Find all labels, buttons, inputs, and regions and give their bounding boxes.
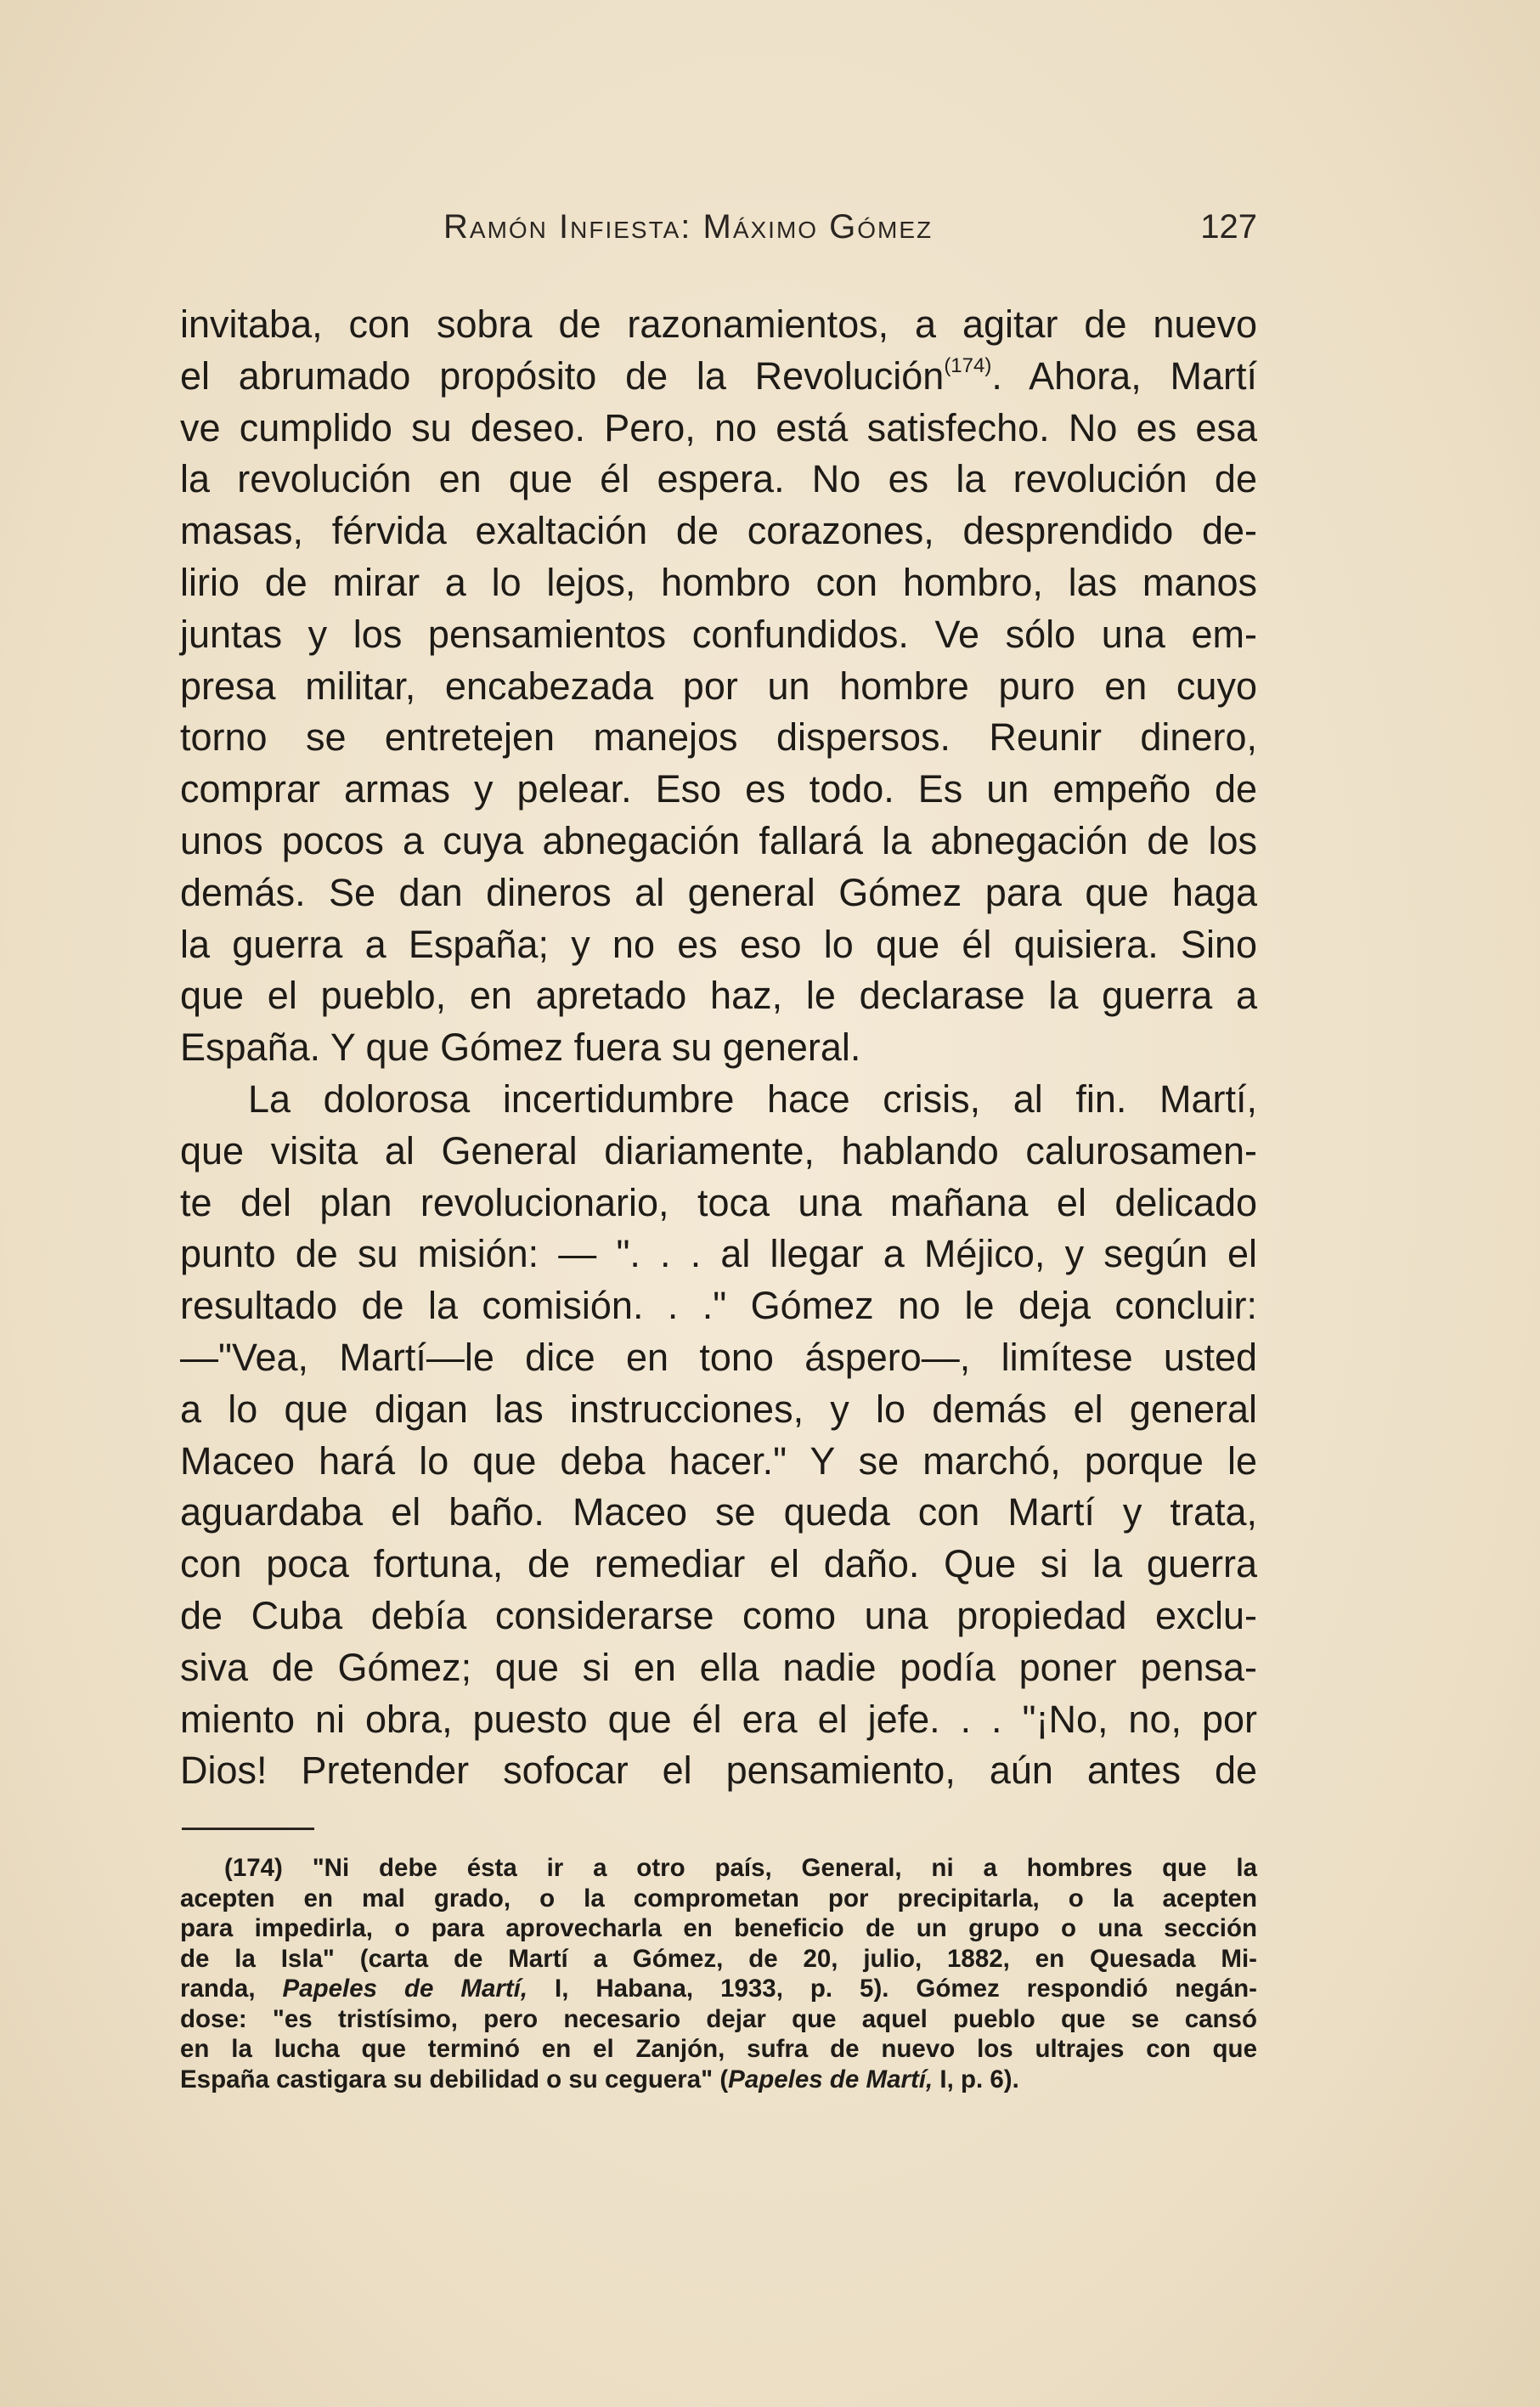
text-line: Dios! Pretender sofocar el pensamiento, aún antes de (180, 1749, 1257, 1793)
page-number: 127 (1200, 208, 1257, 246)
text-line: La dolorosa incertidumbre hace crisis, al fin. Martí, (248, 1076, 1257, 1121)
running-head: Ramón Infiesta: Máximo Gómez (443, 208, 934, 246)
text-fragment: randa, (180, 1975, 283, 2003)
text-line: que visita al General diariamente, hablando calurosamen- (180, 1128, 1257, 1172)
text-line: demás. Se dan dineros al general Gómez para que haga (180, 870, 1257, 914)
footnote-divider (182, 1828, 314, 1830)
text-line: —"Vea, Martí—le dice en tono áspero—, limítese usted (180, 1335, 1257, 1379)
text-line: punto de su misión: — ". . . al llegar a Méjico, y según el (180, 1232, 1257, 1276)
text-fragment: España castigara su debilidad o su ceguera" ( (180, 2065, 729, 2093)
text-line: con poca fortuna, de remediar el daño. Que si la guerra (180, 1542, 1257, 1586)
text-fragment: I, Habana, 1933, p. 5). Gómez respondió negán- (527, 1975, 1257, 2003)
text-fragment: I, p. 6). (933, 2065, 1019, 2093)
paragraph-1 (180, 299, 1257, 1074)
text-line: Maceo hará lo que deba hacer." Y se marchó, porque le (180, 1438, 1257, 1483)
page-header (180, 208, 1257, 259)
text-line: que el pueblo, en apretado haz, le declarase la guerra a (180, 974, 1257, 1018)
text-line: la revolución en que él espera. No es la revolución de (180, 457, 1257, 501)
text-line: lirio de mirar a lo lejos, hombro con hombro, las manos (180, 560, 1257, 604)
footnote-line (180, 2065, 1257, 2095)
text-line: resultado de la comisión. . ." Gómez no le deja concluir: (180, 1284, 1257, 1328)
text-line: unos pocos a cuya abnegación fallará la abnegación de los (180, 818, 1257, 862)
footnote-174 (180, 1853, 1257, 2094)
footnote-line: dose: "es tristísimo, pero necesario dejar que aquel pueblo que se cansó (180, 2004, 1257, 2033)
footnote-line: de la Isla" (carta de Martí a Gómez, de 20, julio, 1882, en Quesada Mi- (180, 1944, 1257, 1973)
footnote-line: en la lucha que terminó en el Zanjón, sufra de nuevo los ultrajes con que (180, 2035, 1257, 2063)
text-line: a lo que digan las instrucciones, y lo demás el general (180, 1387, 1257, 1431)
text-line (180, 351, 1257, 403)
footnote-reference[interactable]: (174) (944, 353, 992, 377)
text-line: de Cuba debía considerarse como una propiedad exclu- (180, 1593, 1257, 1637)
text-fragment: el abrumado propósito de la Revolución (180, 353, 945, 398)
text-line: comprar armas y pelear. Eso es todo. Es un empeño de (180, 767, 1257, 811)
text-fragment: . Ahora, Martí (991, 353, 1257, 398)
text-line: presa militar, encabezada por un hombre puro en cuyo (180, 664, 1257, 708)
footnote-line (180, 1974, 1257, 2004)
text-line: aguardaba el baño. Maceo se queda con Martí y trata, (180, 1490, 1257, 1534)
footnote-line: para impedirla, o para aprovecharla en beneficio de un grupo o una sección (180, 1914, 1257, 1942)
text-line: torno se entretejen manejos dispersos. Reunir dinero, (180, 715, 1257, 760)
text-line: te del plan revolucionario, toca una mañana el delicado (180, 1180, 1257, 1224)
book-title: Papeles de Martí, (282, 1975, 528, 2003)
text-line: siva de Gómez; que si en ella nadie podía poner pensa- (180, 1645, 1257, 1689)
text-line: masas, férvida exaltación de corazones, desprendido de- (180, 509, 1257, 553)
text-line: la guerra a España; y no es eso lo que él quisiera. Sino (180, 922, 1257, 966)
main-text (180, 299, 1257, 1797)
text-line: invitaba, con sobra de razonamientos, a agitar de nuevo (180, 302, 1257, 346)
text-line: miento ni obra, puesto que él era el jefe. . . "¡No, no, por (180, 1697, 1257, 1741)
text-line: juntas y los pensamientos confundidos. Ve sólo una em- (180, 612, 1257, 656)
paragraph-2 (180, 1074, 1257, 1797)
text-line: España. Y que Gómez fuera su general. (180, 1026, 861, 1070)
book-title: Papeles de Martí, (728, 2065, 934, 2093)
footnote-line: (174) "Ni debe ésta ir a otro país, General, ni a hombres que la (224, 1854, 1257, 1882)
text-line: ve cumplido su deseo. Pero, no está satisfecho. No es esa (180, 405, 1257, 449)
footnote-line: acepten en mal grado, o la comprometan por precipitarla, o la acepten (180, 1884, 1257, 1913)
